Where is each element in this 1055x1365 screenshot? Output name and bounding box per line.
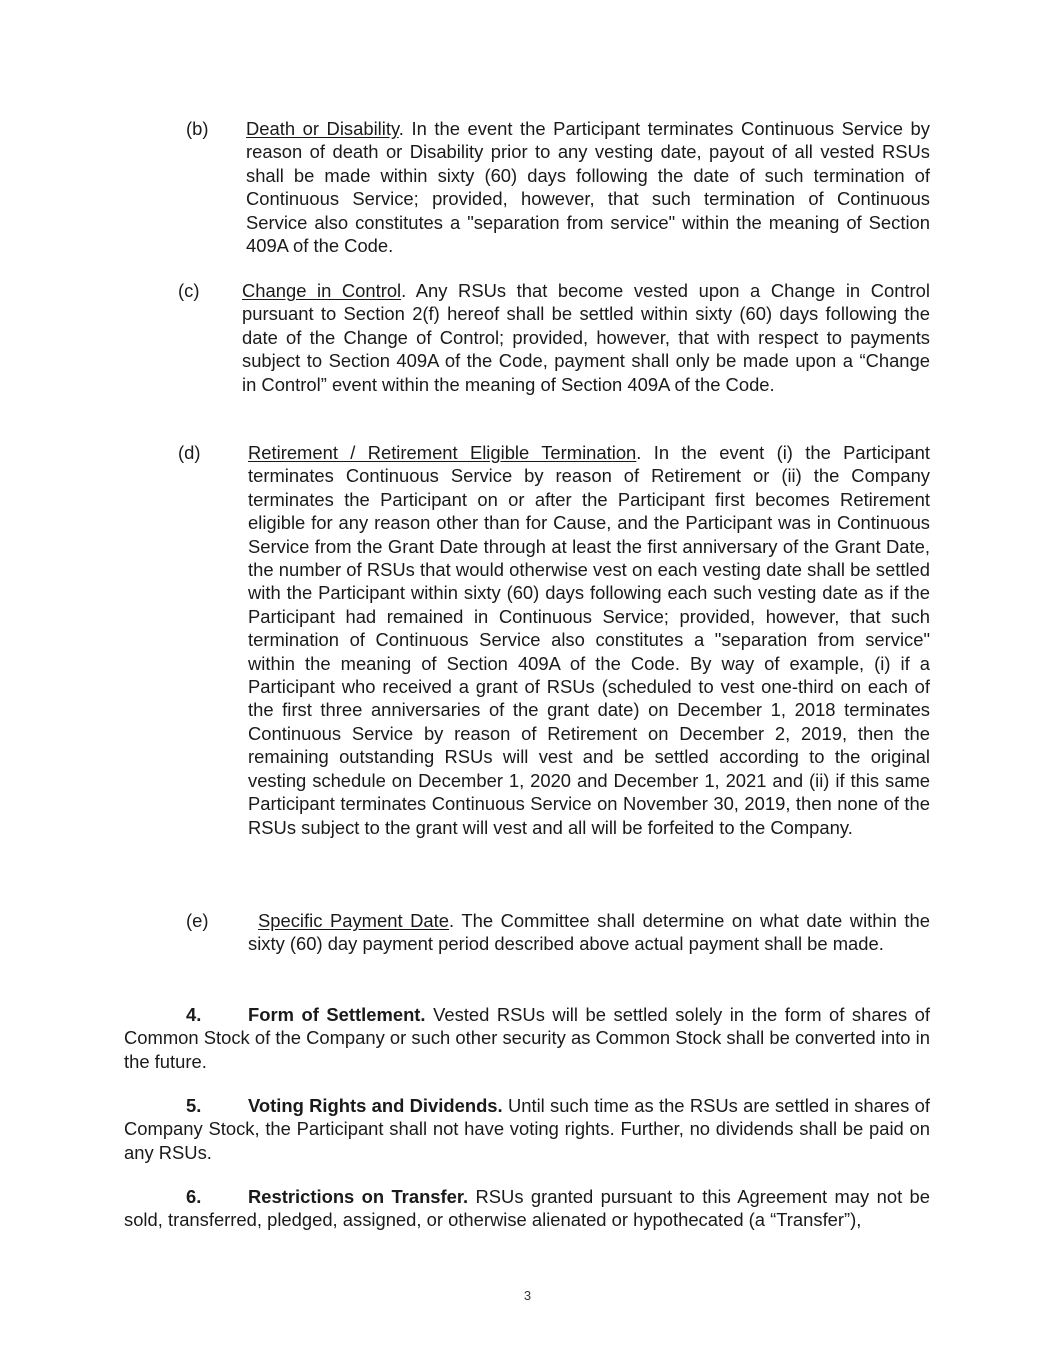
item-b-heading: Death or Disability [246,118,399,139]
item-c-body: . Any RSUs that become vested upon a Change in Control pursuant to Section 2(f) hereof shall be settled within sixty (60) days following the date of the Change of Control; provided, however, that with respect to payments subject to Section 409A of the Code, payment shall only be made upon a “Change in Control” event within the meaning of Section 409A of the Code. [242,280,930,395]
item-c-label: (c) [178,280,200,301]
item-d-body: . In the event (i) the Participant terminates Continuous Service by reason of Retirement or (ii) the Company terminates the Participant on or after the Participant first becomes Retirement eligible for any reason other than for Cause, and the Participant was in Continuous Service from the Grant Date through at least the first anniversary of the Grant Date, the number of RSUs that would otherwise vest on each vesting date shall be settled with the Participant within sixty (60) days following each such vesting date as if the Participant had remained in Continuous Service; provided, however, that such termination of Continuous Service also constitutes a "separation from service" within the meaning of Section 409A of the Code. By way of example, (i) if a Participant who received a grant of RSUs (scheduled to vest one-third on each of the first three anniversaries of the grant date) on December 1, 2018 terminates Continuous Service by reason of Retirement on December 2, 2019, then the remaining outstanding RSUs will vest and be settled according to the original vesting schedule on December 1, 2020 and December 1, 2021 and (ii) if this same Participant terminates Continuous Service on November 30, 2019, then none of the RSUs subject to the grant will vest and all will be forfeited to the Company. [248,442,930,838]
item-d-label: (d) [178,442,201,463]
item-b-paragraph [246,117,930,257]
section-4-body: Vested RSUs will be settled solely in the form of shares of Common Stock of the Company or such other security as Common Stock shall be converted into in the future. [124,1004,930,1072]
item-c-paragraph [242,279,930,396]
section-5-body: Until such time as the RSUs are settled in shares of Company Stock, the Participant shall not have voting rights. Further, no dividends shall be paid on any RSUs. [124,1095,930,1163]
item-b-label: (b) [186,118,209,139]
item-e-paragraph [248,909,930,956]
item-e-label: (e) [186,910,209,931]
page-number: 3 [523,1288,532,1303]
section-6-body: RSUs granted pursuant to this Agreement may not be sold, transferred, pledged, assigned, or otherwise alienated or hypothecated (a “Transfer”), [124,1186,930,1231]
section-5-number: 5. [186,1095,202,1116]
section-5-paragraph [124,1094,930,1164]
item-e-body: . The Committee shall determine on what date within the sixty (60) day payment period described above actual payment shall be made. [248,910,930,955]
section-5-heading: Voting Rights and Dividends. [248,1095,503,1116]
section-6-paragraph [124,1185,930,1232]
item-d-paragraph [248,441,930,839]
item-d-heading: Retirement / Retirement Eligible Termination [248,442,637,463]
section-6-heading: Restrictions on Transfer. [248,1186,469,1207]
item-b-body: . In the event the Participant terminates Continuous Service by reason of death or Disability prior to any vesting date, payout of all vested RSUs shall be made within sixty (60) days following the date of such termination of Continuous Service; provided, however, that such termination of Continuous Service also constitutes a "separation from service" within the meaning of Section 409A of the Code. [246,118,930,257]
section-4-paragraph [124,1003,930,1073]
section-4-heading: Form of Settlement. [248,1004,426,1025]
item-e-heading: Specific Payment Date [258,910,449,931]
item-c-heading: Change in Control [242,280,402,301]
section-6-number: 6. [186,1186,202,1207]
section-4-number: 4. [186,1004,202,1025]
